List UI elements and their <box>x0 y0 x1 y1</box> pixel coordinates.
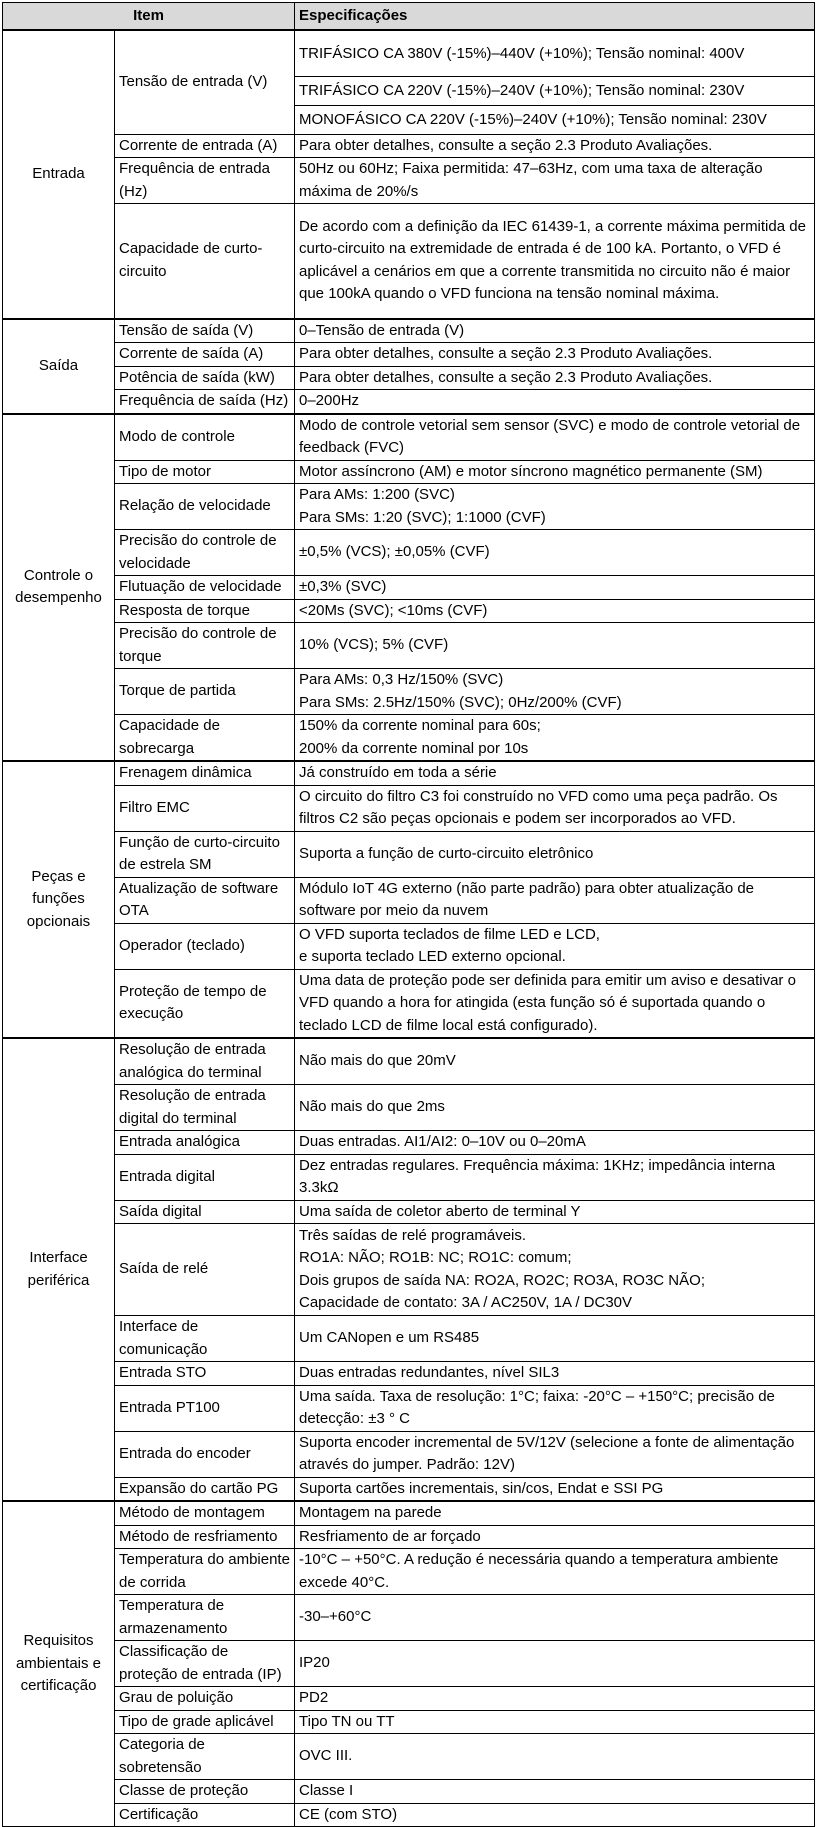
spec-line: 0–200Hz <box>299 392 360 409</box>
spec-cell <box>295 761 815 785</box>
item-cell: Certificação <box>115 1803 295 1827</box>
spec-cell <box>295 1595 815 1641</box>
item-cell: Modo de controle <box>115 414 295 461</box>
spec-line: Dois grupos de saída NA: RO2A, RO2C; RO3A, RO3C NÃO; <box>299 1271 705 1289</box>
spec-cell <box>295 1362 815 1386</box>
category-cell: Entrada <box>3 30 115 319</box>
header-item: Item <box>3 3 295 30</box>
table-row <box>3 530 815 576</box>
table-row <box>3 30 815 135</box>
spec-line: Modo de controle vetorial sem sensor (SVC) e modo de controle vetorial de feedback (FVC) <box>299 416 801 456</box>
spec-line: Para AMs: 0,3 Hz/150% (SVC) <box>299 671 504 688</box>
item-cell: Saída de relé <box>115 1224 295 1316</box>
table-row <box>3 1154 815 1200</box>
spec-cell <box>295 1803 815 1827</box>
item-cell: Grau de poluição <box>115 1687 295 1711</box>
spec-line: OVC III. <box>299 1747 353 1765</box>
category-cell: Peças e funções opcionais <box>3 761 115 1038</box>
table-row <box>3 1085 815 1131</box>
table-row <box>3 204 815 319</box>
spec-cell <box>295 785 815 831</box>
spec-cell <box>295 1477 815 1501</box>
spec-cell <box>295 158 815 204</box>
table-row <box>3 1549 815 1595</box>
item-cell: Resolução de entrada analógica do terminal <box>115 1038 295 1085</box>
item-cell: Potência de saída (kW) <box>115 366 295 390</box>
item-cell: Entrada digital <box>115 1154 295 1200</box>
spec-line: Classe I <box>299 1782 354 1799</box>
spec-line: RO1A: NÃO; RO1B: NC; RO1C: comum; <box>299 1249 572 1266</box>
spec-line: <20Ms (SVC); <10ms (CVF) <box>299 601 488 619</box>
spec-cell <box>295 1085 815 1131</box>
spec-cell <box>295 1525 815 1549</box>
spec-cell <box>295 30 815 135</box>
spec-line: Uma saída de coletor aberto de terminal Y <box>299 1202 581 1220</box>
spec-cell <box>295 669 815 715</box>
spec-line: Duas entradas redundantes, nível SIL3 <box>299 1364 560 1381</box>
spec-line: 150% da corrente nominal para 60s; <box>299 717 541 734</box>
item-cell: Frequência de entrada (Hz) <box>115 158 295 204</box>
item-cell: Entrada PT100 <box>115 1385 295 1431</box>
table-row <box>3 1525 815 1549</box>
table-row <box>3 158 815 204</box>
item-cell: Tensão de entrada (V) <box>115 30 295 135</box>
table-row <box>3 831 815 877</box>
spec-line: O circuito do filtro C3 foi construído no VFD como uma peça padrão. Os filtros C2 são peças opcionais e podem ser incorporados ao VFD. <box>299 787 778 827</box>
spec-line: e suporta teclado LED externo opcional. <box>299 948 566 965</box>
spec-line: 0–Tensão de entrada (V) <box>299 321 465 339</box>
spec-line: CE (com STO) <box>299 1805 398 1823</box>
spec-cell <box>295 831 815 877</box>
spec-line: Não mais do que 2ms <box>299 1098 445 1116</box>
spec-line: Uma saída. Taxa de resolução: 1°C; faixa: -20°C – +150°C; precisão de detecção: ±3 ° C <box>299 1387 775 1427</box>
spec-cell <box>295 1687 815 1711</box>
spec-cell <box>295 1200 815 1224</box>
table-row <box>3 1687 815 1711</box>
spec-cell <box>295 1131 815 1155</box>
spec-line: -30–+60°C <box>299 1608 372 1626</box>
table-row <box>3 669 815 715</box>
item-cell: Método de resfriamento <box>115 1525 295 1549</box>
spec-line: TRIFÁSICO CA 220V (-15%)–240V (+10%); Tensão nominal: 230V <box>295 76 814 105</box>
spec-cell <box>295 390 815 414</box>
item-cell: Filtro EMC <box>115 785 295 831</box>
spec-line: Capacidade de contato: 3A / AC250V, 1A / DC30V <box>299 1294 633 1311</box>
table-row <box>3 366 815 390</box>
item-cell: Classificação de proteção de entrada (IP) <box>115 1641 295 1687</box>
table-row <box>3 1780 815 1804</box>
spec-line: Não mais do que 20mV <box>299 1052 456 1070</box>
category-cell: Interface periférica <box>3 1038 115 1501</box>
table-row <box>3 969 815 1038</box>
spec-line: Para obter detalhes, consulte a seção 2.3 Produto Avaliações. <box>299 136 713 154</box>
spec-line: Suporta cartões incrementais, sin/cos, Endat e SSI PG <box>299 1479 664 1497</box>
table-row <box>3 877 815 923</box>
table-row <box>3 343 815 367</box>
spec-line: O VFD suporta teclados de filme LED e LCD, <box>299 925 600 943</box>
table-row <box>3 599 815 623</box>
spec-cell <box>295 1431 815 1477</box>
item-cell: Temperatura do ambiente de corrida <box>115 1549 295 1595</box>
spec-line: PD2 <box>299 1689 329 1706</box>
item-cell: Operador (teclado) <box>115 923 295 969</box>
spec-cell <box>295 1154 815 1200</box>
spec-cell <box>295 1501 815 1525</box>
spec-line: Módulo IoT 4G externo (não parte padrão) para obter atualização de software por meio da nuvem <box>299 879 755 919</box>
table-row <box>3 1641 815 1687</box>
table-row <box>3 390 815 414</box>
spec-line: Uma data de proteção pode ser definida para emitir um aviso e desativar o VFD quando a hora for atingida (esta função só é suportada quando o teclado LCD de filme local está configurado). <box>299 971 796 1034</box>
spec-cell <box>295 343 815 367</box>
spec-cell <box>295 623 815 669</box>
item-cell: Frequência de saída (Hz) <box>115 390 295 414</box>
spec-line: 50Hz ou 60Hz; Faixa permitida: 47–63Hz, com uma taxa de alteração máxima de 20%/s <box>299 160 763 200</box>
item-cell: Classe de proteção <box>115 1780 295 1804</box>
spec-line: ±0,5% (VCS); ±0,05% (CVF) <box>299 543 490 561</box>
table-row <box>3 1316 815 1362</box>
table-row <box>3 460 815 484</box>
table-row <box>3 1710 815 1734</box>
table-row <box>3 761 815 785</box>
item-cell: Atualização de software OTA <box>115 877 295 923</box>
category-cell: Controle o desempenho <box>3 414 115 762</box>
item-cell: Relação de velocidade <box>115 484 295 530</box>
spec-line: -10°C – +50°C. A redução é necessária quando a temperatura ambiente excede 40°C. <box>299 1551 779 1591</box>
category-cell: Requisitos ambientais e certificação <box>3 1501 115 1827</box>
item-cell: Proteção de tempo de execução <box>115 969 295 1038</box>
item-cell: Resposta de torque <box>115 599 295 623</box>
spec-cell <box>295 1710 815 1734</box>
spec-line: Suporta a função de curto-circuito eletrônico <box>299 844 594 862</box>
header-row <box>3 3 815 30</box>
item-cell: Corrente de entrada (A) <box>115 134 295 158</box>
item-cell: Entrada STO <box>115 1362 295 1386</box>
spec-line: Já construído em toda a série <box>299 764 497 781</box>
item-cell: Frenagem dinâmica <box>115 761 295 785</box>
spec-line: Suporta encoder incremental de 5V/12V (selecione a fonte de alimentação através do jumper. Padrão: 12V) <box>299 1433 795 1473</box>
item-cell: Expansão do cartão PG <box>115 1477 295 1501</box>
spec-line: ±0,3% (SVC) <box>299 578 387 595</box>
table-row <box>3 1477 815 1501</box>
table-row <box>3 1038 815 1085</box>
item-cell: Precisão do controle de velocidade <box>115 530 295 576</box>
spec-line: Resfriamento de ar forçado <box>299 1527 481 1545</box>
spec-line: MONOFÁSICO CA 220V (-15%)–240V (+10%); Tensão nominal: 230V <box>295 105 814 134</box>
table-row <box>3 1501 815 1525</box>
item-cell: Temperatura de armazenamento <box>115 1595 295 1641</box>
spec-line: Dez entradas regulares. Frequência máxima: 1KHz; impedância interna 3.3kΩ <box>299 1156 776 1196</box>
spec-line: Montagem na parede <box>299 1504 442 1521</box>
spec-cell <box>295 366 815 390</box>
item-cell: Flutuação de velocidade <box>115 576 295 600</box>
table-row <box>3 1200 815 1224</box>
header-specifications: Especificações <box>295 3 815 30</box>
item-cell: Capacidade de sobrecarga <box>115 715 295 762</box>
spec-cell <box>295 1224 815 1316</box>
table-row <box>3 1431 815 1477</box>
spec-line: Para obter detalhes, consulte a seção 2.3 Produto Avaliações. <box>299 368 713 386</box>
spec-cell <box>295 1641 815 1687</box>
spec-cell <box>295 134 815 158</box>
table-row <box>3 715 815 762</box>
table-row <box>3 1803 815 1827</box>
spec-line: Para AMs: 1:200 (SVC) <box>299 486 455 503</box>
table-row <box>3 785 815 831</box>
item-cell: Precisão do controle de torque <box>115 623 295 669</box>
item-cell: Resolução de entrada digital do terminal <box>115 1085 295 1131</box>
item-cell: Interface de comunicação <box>115 1316 295 1362</box>
item-cell: Saída digital <box>115 1200 295 1224</box>
spec-cell <box>295 414 815 461</box>
spec-cell <box>295 319 815 343</box>
spec-cell <box>295 530 815 576</box>
spec-line: Duas entradas. AI1/AI2: 0–10V ou 0–20mA <box>299 1133 586 1150</box>
table-row <box>3 1131 815 1155</box>
spec-cell <box>295 484 815 530</box>
table-row <box>3 1595 815 1641</box>
item-cell: Torque de partida <box>115 669 295 715</box>
spec-cell <box>295 715 815 762</box>
spec-cell <box>295 1316 815 1362</box>
item-cell: Função de curto-circuito de estrela SM <box>115 831 295 877</box>
spec-cell <box>295 1038 815 1085</box>
item-cell: Capacidade de curto-circuito <box>115 204 295 319</box>
item-cell: Tipo de grade aplicável <box>115 1710 295 1734</box>
category-cell: Saída <box>3 319 115 414</box>
item-cell: Entrada do encoder <box>115 1431 295 1477</box>
table-row <box>3 319 815 343</box>
item-cell: Corrente de saída (A) <box>115 343 295 367</box>
table-row <box>3 1734 815 1780</box>
spec-line: Um CANopen e um RS485 <box>299 1329 480 1347</box>
table-row <box>3 923 815 969</box>
spec-cell <box>295 599 815 623</box>
spec-line: Motor assíncrono (AM) e motor síncrono magnético permanente (SM) <box>299 462 763 480</box>
spec-line: 200% da corrente nominal por 10s <box>299 739 529 757</box>
spec-line: TRIFÁSICO CA 380V (-15%)–440V (+10%); Tensão nominal: 400V <box>299 44 745 62</box>
spec-cell <box>295 1734 815 1780</box>
item-cell: Tipo de motor <box>115 460 295 484</box>
spec-cell <box>295 923 815 969</box>
spec-line: Para SMs: 2.5Hz/150% (SVC); 0Hz/200% (CVF) <box>299 693 622 711</box>
table-row <box>3 623 815 669</box>
table-row <box>3 484 815 530</box>
item-cell: Categoria de sobretensão <box>115 1734 295 1780</box>
spec-line: Tipo TN ou TT <box>299 1712 395 1730</box>
table-row <box>3 414 815 461</box>
spec-line: Para SMs: 1:20 (SVC); 1:1000 (CVF) <box>299 508 546 526</box>
spec-line: IP20 <box>299 1654 330 1672</box>
spec-cell <box>295 460 815 484</box>
spec-cell <box>295 1780 815 1804</box>
spec-cell <box>295 969 815 1038</box>
specifications-table <box>2 2 815 1827</box>
spec-cell <box>295 1549 815 1595</box>
spec-line: Três saídas de relé programáveis. <box>299 1226 527 1244</box>
spec-line: 10% (VCS); 5% (CVF) <box>299 636 449 654</box>
table-row <box>3 1362 815 1386</box>
table-row <box>3 576 815 600</box>
table-row <box>3 1224 815 1316</box>
item-cell: Tensão de saída (V) <box>115 319 295 343</box>
spec-line: De acordo com a definição da IEC 61439-1, a corrente máxima permitida de curto-circuito na extremidade de entrada é de 100 kA. Portanto, o VFD é aplicável a cenários em que a corrente transmitida no circuito não é maior que 100kA quando o VFD funciona na tensão nominal máxima. <box>299 217 806 303</box>
spec-cell <box>295 204 815 319</box>
spec-line: Para obter detalhes, consulte a seção 2.3 Produto Avaliações. <box>299 345 713 362</box>
spec-cell <box>295 1385 815 1431</box>
table-row <box>3 134 815 158</box>
spec-cell <box>295 576 815 600</box>
table-row <box>3 1385 815 1431</box>
item-cell: Entrada analógica <box>115 1131 295 1155</box>
spec-cell <box>295 877 815 923</box>
item-cell: Método de montagem <box>115 1501 295 1525</box>
